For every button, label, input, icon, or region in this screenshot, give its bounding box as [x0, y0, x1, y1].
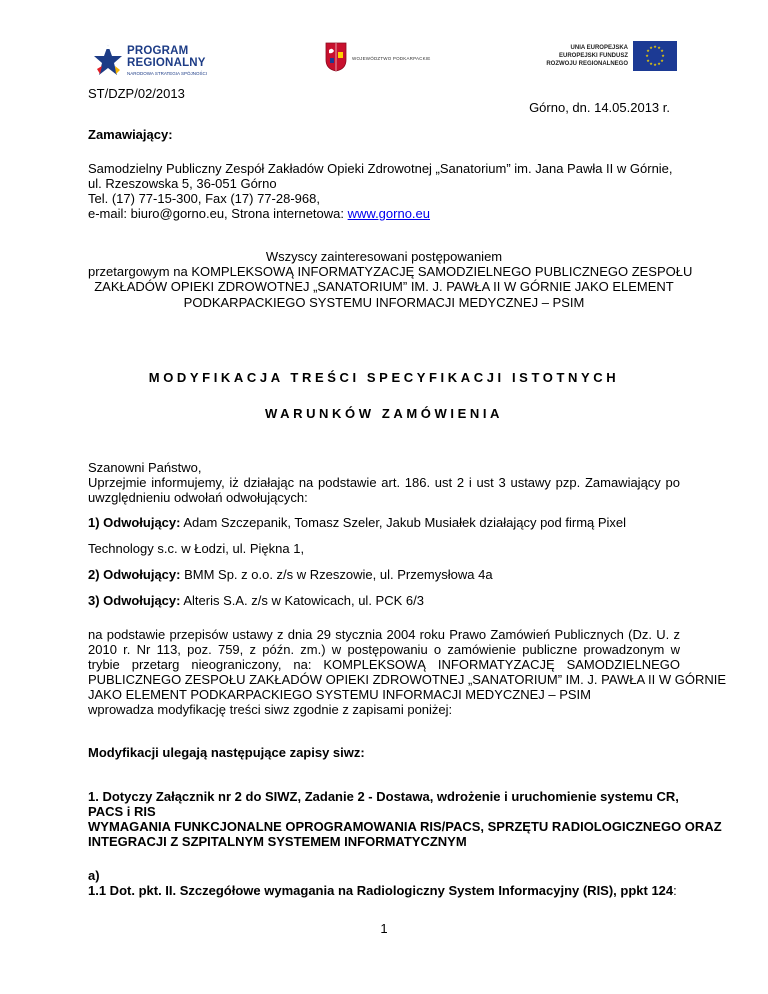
- legal-basis-line6: wprowadza modyfikację treści siwz zgodnie z zapisami poniżej:: [88, 702, 453, 717]
- subsection-a: a): [88, 868, 100, 883]
- addressees-line4: PODKARPACKIEGO SYSTEMU INFORMACJI MEDYCZNEJ – PSIM: [183, 295, 585, 310]
- appellant-1-cont: [88, 541, 304, 556]
- svg-text:★: ★: [657, 61, 661, 66]
- appellant-3: [88, 593, 424, 608]
- intro-line1: Uprzejmie informujemy, iż działając na podstawie art. 186. ust 2 i ust 3 ustawy pzp. Zamawiający po: [88, 475, 680, 490]
- document-title-line2: WARUNKÓW ZAMÓWIENIA: [264, 406, 504, 421]
- svg-text:★: ★: [653, 62, 657, 67]
- ue-line2: EUROPEJSKI FUNDUSZ: [558, 53, 628, 59]
- appellant-label: 2) Odwołujący:: [88, 567, 181, 582]
- svg-text:★: ★: [660, 58, 664, 63]
- appellant-2: [88, 567, 493, 582]
- program-star-icon: [93, 44, 123, 78]
- svg-text:★: ★: [657, 45, 661, 50]
- addressees-line2: przetargowym na KOMPLEKSOWĄ INFORMATYZACJĘ SAMODZIELNEGO PUBLICZNEGO ZESPOŁU: [88, 264, 693, 279]
- svg-text:★: ★: [645, 53, 649, 58]
- wojewodztwo-label: WOJEWÓDZTWO PODKARPACKIE: [352, 56, 431, 61]
- contracting-name: Samodzielny Publiczny Zespół Zakładów Opieki Zdrowotnej „Sanatorium” im. Jana Pawła II w Górnie,: [88, 161, 673, 176]
- appellant-text: Adam Szczepanik, Tomasz Szeler, Jakub Musiałek działający pod firmą Pixel: [180, 515, 627, 530]
- svg-text:★: ★: [653, 44, 657, 49]
- contracting-label: Zamawiający:: [88, 127, 173, 142]
- podkarpackie-crest-icon: [325, 42, 347, 72]
- legal-basis-line3: trybie przetarg nieograniczony, na: KOMPLEKSOWĄ INFORMATYZACJĘ SAMODZIELNEGO: [88, 657, 680, 672]
- program-regionalny-logo: [93, 44, 233, 78]
- legal-basis-line5: JAKO ELEMENT PODKARPACKIEGO SYSTEMU INFORMACJI MEDYCZNEJ – PSIM: [88, 687, 591, 702]
- svg-text:★: ★: [661, 53, 665, 58]
- subsection-1-1: [88, 883, 677, 898]
- appellant-text: Technology s.c. w Łodzi, ul. Piękna 1,: [88, 541, 305, 556]
- svg-text:★: ★: [646, 48, 650, 53]
- section1-line2: PACS i RIS: [88, 804, 156, 819]
- subsection-1-1-text: 1.1 Dot. pkt. II. Szczegółowe wymagania na Radiologiczny System Informacyjny (RIS), ppkt 124: [88, 883, 674, 898]
- svg-text:★: ★: [649, 45, 653, 50]
- ue-line3: ROZWOJU REGIONALNEGO: [546, 61, 628, 67]
- contracting-phone: Tel. (17) 77-15-300, Fax (17) 77-28-968,: [88, 191, 320, 206]
- appellant-text: Alteris S.A. z/s w Katowicach, ul. PCK 6/3: [180, 593, 424, 608]
- appellant-label: 1) Odwołujący:: [88, 515, 181, 530]
- program-subtitle: NARODOWA STRATEGIA SPÓJNOŚCI: [127, 71, 208, 76]
- legal-basis-line1: na podstawie przepisów ustawy z dnia 29 stycznia 2004 roku Prawo Zamówień Publicznych (Dz. U. z: [88, 627, 680, 642]
- svg-text:★: ★: [646, 58, 650, 63]
- page-number: 1: [380, 921, 388, 936]
- legal-basis-line2: 2010 r. Nr 113, poz. 759, z późn. zm.) w postępowaniu o zamówienie publiczne prowadzonym w: [88, 642, 680, 657]
- greeting: Szanowni Państwo,: [88, 460, 202, 475]
- appellant-1: [88, 515, 626, 530]
- contracting-address: ul. Rzeszowska 5, 36-051 Górno: [88, 176, 277, 191]
- svg-text:★: ★: [660, 48, 664, 53]
- website-link[interactable]: www.gorno.eu: [347, 206, 431, 221]
- document-reference: ST/DZP/02/2013: [88, 86, 185, 101]
- eu-flag-icon: [633, 41, 677, 71]
- addressees-line1: Wszyscy zainteresowani postępowaniem: [265, 249, 503, 264]
- section1-line4: INTEGRACJI Z SZPITALNYM SYSTEMEM INFORMATYCZNYM: [88, 834, 467, 849]
- appellant-label: 3) Odwołujący:: [88, 593, 181, 608]
- legal-basis-line4: PUBLICZNEGO ZESPOŁU ZAKŁADÓW OPIEKI ZDROWOTNEJ „SANATORIUM” IM. J. PAWŁA II W GÓRNIE: [88, 672, 727, 687]
- modifications-heading: Modyfikacji ulegają następujące zapisy siwz:: [88, 745, 365, 760]
- ue-line1: UNIA EUROPEJSKA: [570, 45, 628, 51]
- intro-line2: uwzględnieniu odwołań odwołujących:: [88, 490, 308, 505]
- header-logos: [0, 38, 768, 84]
- program-line2: REGIONALNY: [127, 57, 206, 69]
- appellant-text: BMM Sp. z o.o. z/s w Rzeszowie, ul. Przemysłowa 4a: [180, 567, 493, 582]
- section1-line1: 1. Dotyczy Załącznik nr 2 do SIWZ, Zadanie 2 - Dostawa, wdrożenie i uruchomienie systemu CR,: [88, 789, 679, 804]
- contracting-email-line: [88, 206, 430, 221]
- program-line1: PROGRAM: [127, 45, 189, 57]
- place-and-date: Górno, dn. 14.05.2013 r.: [529, 100, 670, 115]
- document-title-line1: MODYFIKACJA TREŚCI SPECYFIKACJI ISTOTNYCH: [148, 370, 620, 385]
- subsection-1-1-colon: :: [673, 883, 677, 898]
- addressees-line3: ZAKŁADÓW OPIEKI ZDROWOTNEJ „SANATORIUM” IM. J. PAWŁA II W GÓRNIE JAKO ELEMENT: [94, 279, 674, 294]
- svg-text:★: ★: [649, 61, 653, 66]
- email-text: e-mail: biuro@gorno.eu, Strona internetowa:: [88, 206, 348, 221]
- section1-line3: WYMAGANIA FUNKCJONALNE OPROGRAMOWANIA RIS/PACS, SPRZĘTU RADIOLOGICZNEGO ORAZ: [88, 819, 722, 834]
